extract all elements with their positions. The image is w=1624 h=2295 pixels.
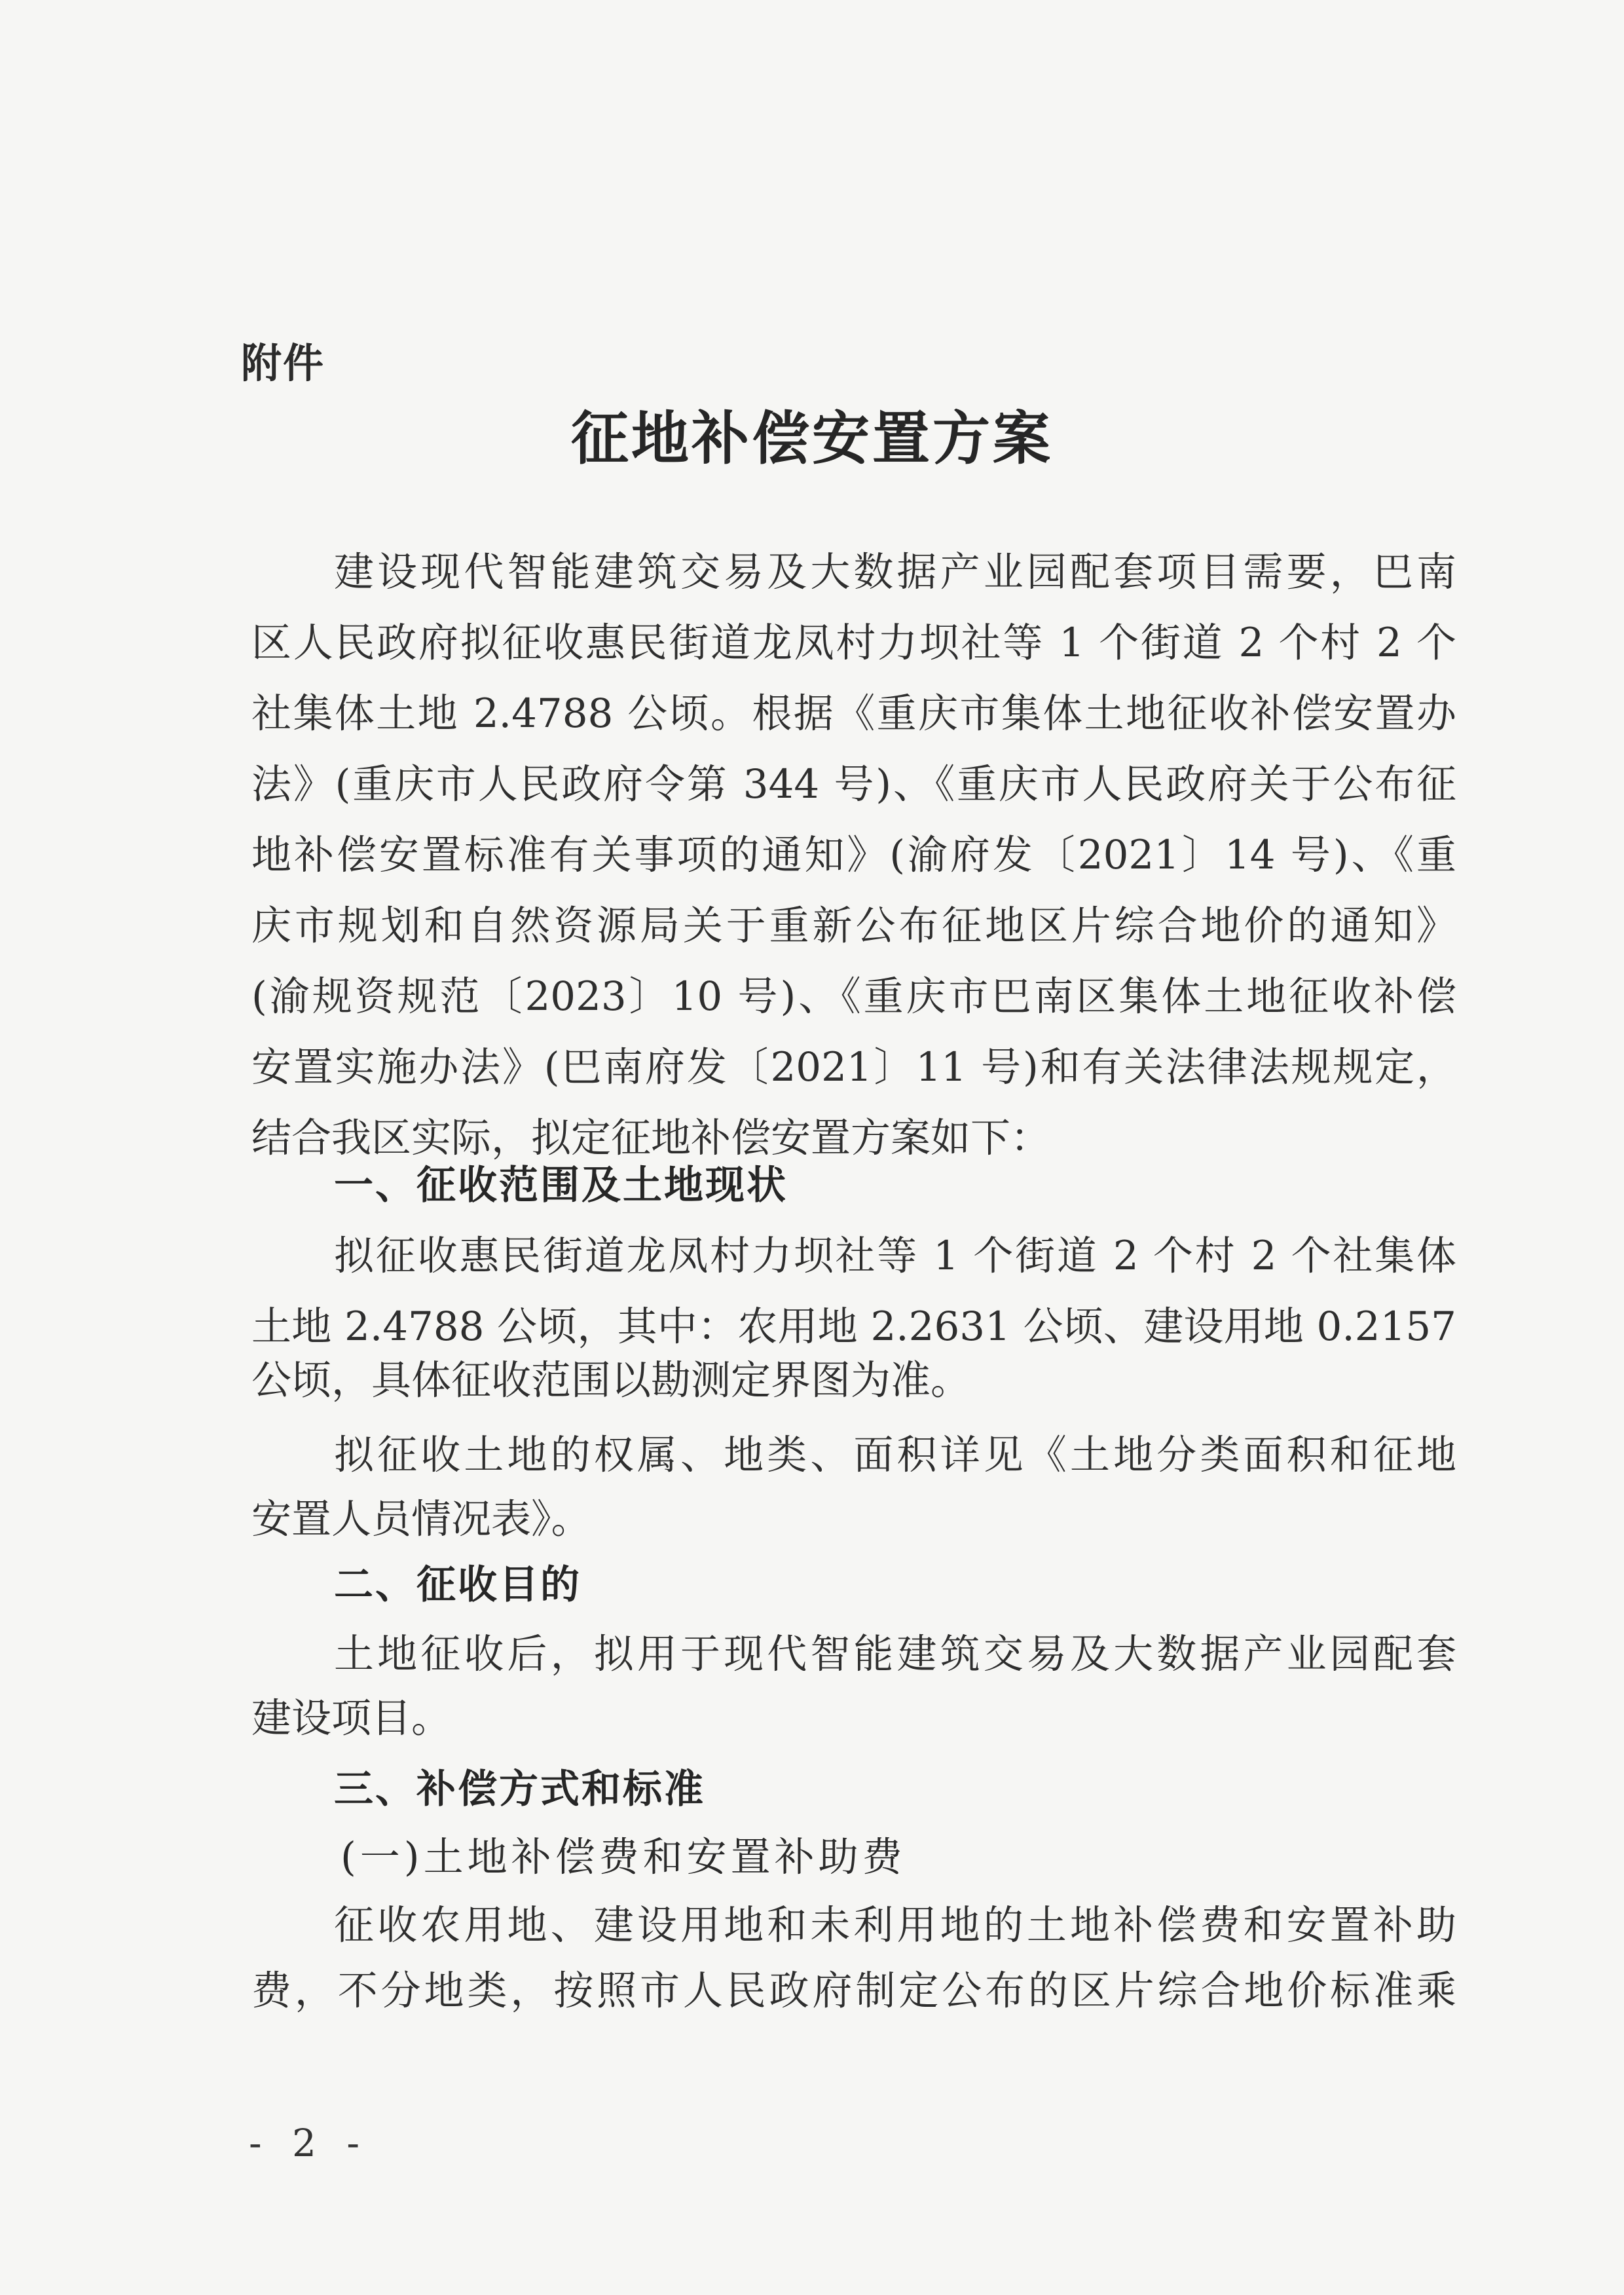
intro-line-7: (渝规资规范〔2023〕10 号)、《重庆市巴南区集体土地征收补偿 bbox=[251, 973, 1456, 1020]
section2-p1-line-2: 建设项目。 bbox=[251, 1695, 452, 1742]
intro-line-8: 安置实施办法》(巴南府发〔2021〕11 号)和有关法律法规规定， bbox=[251, 1044, 1456, 1091]
section3-subheading-1: (一)土地补偿费和安置补助费 bbox=[341, 1834, 906, 1880]
section3-p1-line-1: 征收农用地、建设用地和未利用地的土地补偿费和安置补助 bbox=[334, 1902, 1456, 1949]
intro-line-3: 社集体土地 2.4788 公顷。根据《重庆市集体土地征收补偿安置办 bbox=[251, 690, 1456, 737]
document-title: 征地补偿安置方案 bbox=[570, 405, 1053, 472]
intro-line-2: 区人民政府拟征收惠民街道龙凤村力坝社等 1 个街道 2 个村 2 个 bbox=[251, 620, 1456, 666]
section2-heading: 二、征收目的 bbox=[334, 1562, 581, 1608]
intro-line-6: 庆市规划和自然资源局关于重新公布征地区片综合地价的通知》 bbox=[251, 903, 1456, 949]
section3-p1-line-2: 费，不分地类，按照市人民政府制定公布的区片综合地价标准乘 bbox=[251, 1968, 1456, 2014]
attachment-label: 附件 bbox=[241, 339, 325, 387]
section3-heading: 三、补偿方式和标准 bbox=[334, 1766, 705, 1812]
intro-line-5: 地补偿安置标准有关事项的通知》(渝府发〔2021〕14 号)、《重 bbox=[251, 832, 1456, 878]
section1-p1-line-1: 拟征收惠民街道龙凤村力坝社等 1 个街道 2 个村 2 个社集体 bbox=[334, 1233, 1456, 1279]
section1-heading: 一、征收范围及土地现状 bbox=[334, 1163, 788, 1208]
section1-p1-line-3: 公顷，具体征收范围以勘测定界图为准。 bbox=[251, 1357, 971, 1404]
intro-line-4: 法》(重庆市人民政府令第 344 号)、《重庆市人民政府关于公布征 bbox=[251, 761, 1456, 808]
intro-line-9: 结合我区实际，拟定征地补偿安置方案如下： bbox=[251, 1115, 1051, 1161]
page-number: - 2 - bbox=[249, 2121, 369, 2165]
section1-p1-line-2: 土地 2.4788 公顷，其中：农用地 2.2631 公顷、建设用地 0.2157 bbox=[251, 1303, 1456, 1350]
section1-p2-line-1: 拟征收土地的权属、地类、面积详见《土地分类面积和征地 bbox=[334, 1432, 1456, 1478]
section2-p1-line-1: 土地征收后，拟用于现代智能建筑交易及大数据产业园配套 bbox=[334, 1631, 1456, 1677]
intro-line-1: 建设现代智能建筑交易及大数据产业园配套项目需要，巴南 bbox=[334, 549, 1456, 595]
section1-p2-line-2: 安置人员情况表》。 bbox=[251, 1496, 591, 1542]
